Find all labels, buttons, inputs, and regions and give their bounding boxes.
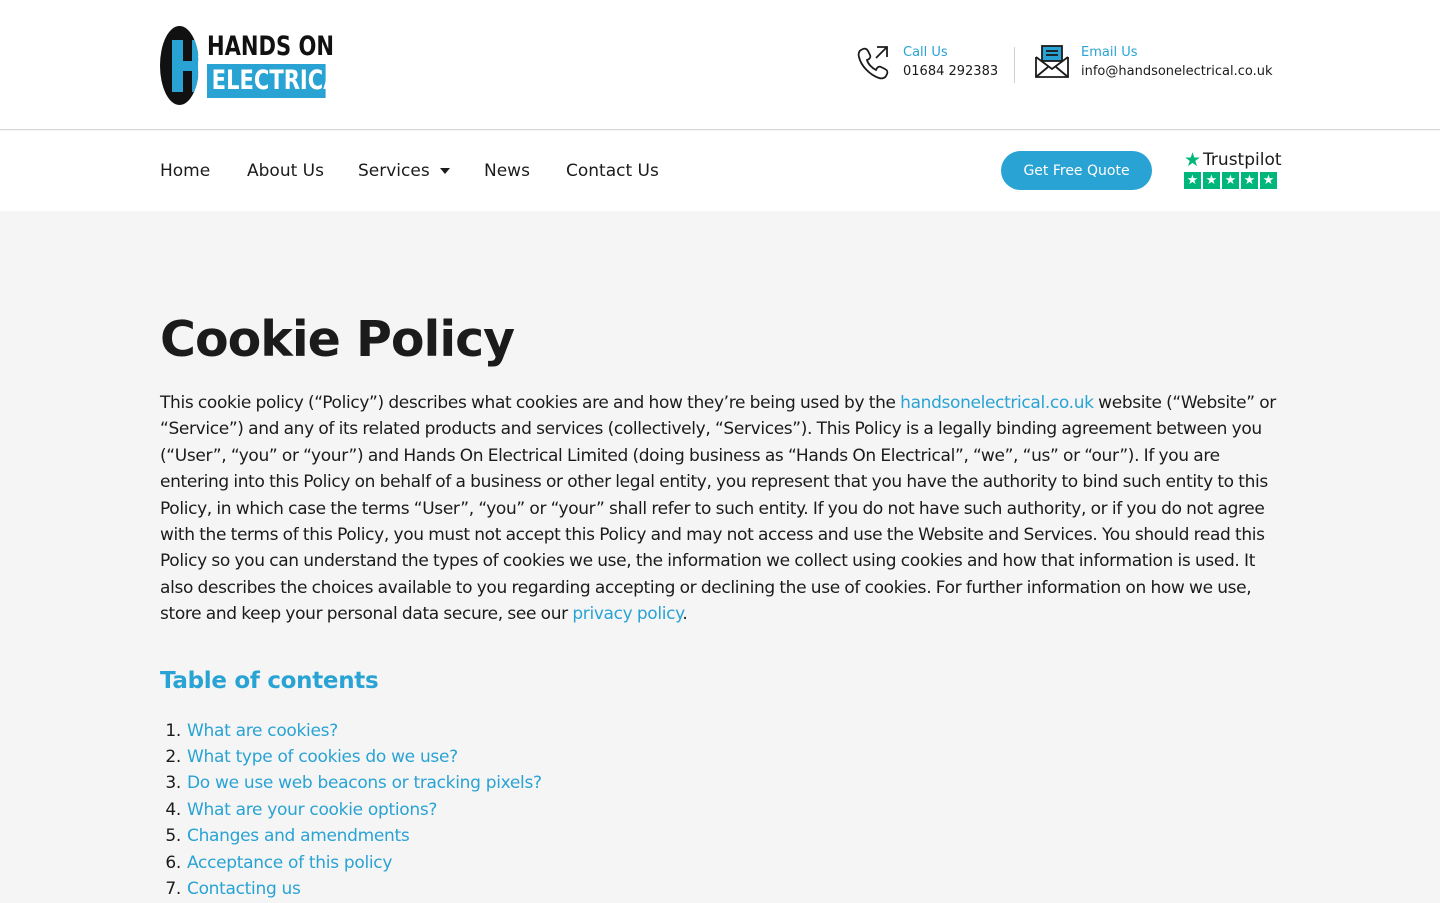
chevron-down-icon: [440, 168, 450, 174]
page-title: Cookie Policy: [160, 311, 515, 368]
intro-text-end: .: [682, 604, 688, 625]
toc-number: 3.: [165, 773, 181, 794]
toc-link-cookie-options[interactable]: What are your cookie options?: [187, 799, 438, 820]
nav-services[interactable]: [358, 159, 450, 183]
toc-item: [160, 744, 1280, 770]
trustpilot-label: Trustpilot: [1203, 150, 1282, 170]
toc-item: [160, 770, 1280, 796]
site-header: [0, 0, 1440, 130]
toc-item: [160, 876, 1280, 902]
toc-item: [160, 823, 1280, 849]
site-logo[interactable]: [160, 25, 370, 105]
trustpilot-rating: [1184, 172, 1281, 189]
phone-icon: [855, 43, 893, 81]
contact-divider: [1014, 47, 1015, 83]
trustpilot-star-icon: ★: [1184, 149, 1202, 171]
nav-services-label: Services: [358, 161, 430, 181]
nav-home[interactable]: Home: [160, 161, 211, 181]
rating-star-icon: ★: [1222, 172, 1239, 189]
intro-text: This cookie policy (“Policy”) describes what cookies are and how they’re being used by the: [160, 393, 901, 413]
logo-text-top: HANDS ON: [207, 31, 335, 62]
nav-news[interactable]: News: [484, 161, 530, 181]
get-free-quote-button[interactable]: Get Free Quote: [1001, 151, 1152, 190]
toc-link-web-beacons[interactable]: Do we use web beacons or tracking pixels?: [187, 773, 542, 794]
privacy-policy-link[interactable]: privacy policy: [572, 604, 683, 625]
toc-number: 6.: [165, 852, 181, 873]
toc-number: 4.: [165, 799, 181, 820]
trustpilot-badge[interactable]: [1184, 150, 1281, 189]
email-us-link[interactable]: [1033, 43, 1272, 81]
toc-link-what-are-cookies[interactable]: What are cookies?: [187, 720, 338, 741]
main-navigation: [0, 131, 1440, 211]
toc-item: [160, 718, 1280, 744]
toc-link-cookie-types[interactable]: What type of cookies do we use?: [187, 747, 458, 768]
toc-number: 5.: [165, 826, 181, 847]
toc-number: 2.: [165, 747, 181, 768]
rating-star-icon: ★: [1184, 172, 1201, 189]
envelope-icon: [1033, 43, 1071, 81]
toc-link-contacting-us[interactable]: Contacting us: [187, 879, 301, 900]
main-content: [160, 300, 1280, 903]
intro-text-continued: website (“Website” or “Service”) and any of its related products and services (collectively, “Services”). This Policy is a legally binding agreement between you (“User”, “you” or “your”) and Hands On Electrical Limited (doing business as “Hands On Electrical”, “we”, “us” or “our”). If you are entering into this Policy on behalf of a business or other legal entity, you represent that you have the authority to bind such entity to this Policy, in which case the terms “User”, “you” or “your” shall refer to such entity. If you do not have such authority, or if you do not agree with the terms of this Policy, you must not accept this Policy and may not access and use the Website and Services. You should read this Policy so you can understand the types of cookies we use, the information we collect using cookies and how that information is used. It also describes the choices available to you regarding accepting or declining the use of cookies. For further information on how we use, store and keep your personal data secure, see our: [160, 393, 1276, 625]
intro-paragraph: [160, 390, 1280, 628]
toc-link-acceptance[interactable]: Acceptance of this policy: [187, 852, 393, 873]
nav-about-us[interactable]: About Us: [247, 161, 324, 181]
call-us-link[interactable]: [855, 43, 998, 81]
call-us-label: Call Us: [903, 45, 948, 60]
website-link[interactable]: handsonelectrical.co.uk: [900, 393, 1094, 413]
table-of-contents: [160, 718, 1280, 903]
rating-star-icon: ★: [1241, 172, 1258, 189]
toc-heading: Table of contents: [160, 667, 379, 694]
logo-text-bottom: ELECTRICAL: [207, 64, 326, 98]
logo-badge-icon: [160, 26, 199, 105]
toc-number: 7.: [165, 879, 181, 900]
rating-star-icon: ★: [1260, 172, 1277, 189]
email-us-label: Email Us: [1081, 45, 1138, 60]
toc-item: [160, 850, 1280, 876]
toc-link-changes[interactable]: Changes and amendments: [187, 826, 410, 847]
toc-number: 1.: [165, 720, 181, 741]
phone-number: 01684 292383: [903, 64, 999, 79]
rating-star-icon: ★: [1203, 172, 1220, 189]
nav-contact-us[interactable]: Contact Us: [566, 161, 659, 181]
toc-item: [160, 797, 1280, 823]
email-address: info@handsonelectrical.co.uk: [1081, 64, 1273, 79]
